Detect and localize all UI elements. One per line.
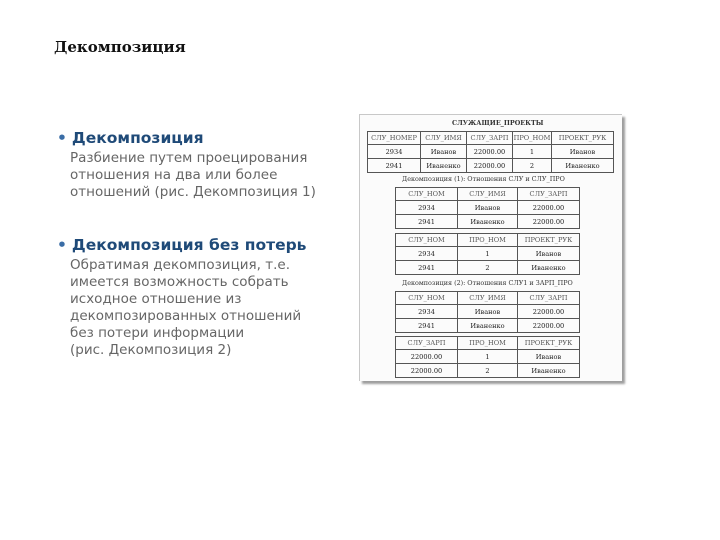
column-header: ПРОЕКТ_РУК <box>518 337 580 350</box>
table-row <box>396 201 580 215</box>
column-header: СЛУ_ЗАРП <box>518 292 580 305</box>
table-cell: 2941 <box>396 215 458 229</box>
column-header: СЛУ_НОМ <box>396 188 458 201</box>
table-cell: 2 <box>458 261 518 275</box>
table-row <box>396 215 580 229</box>
table-cell: 2 <box>513 159 552 173</box>
table-cell: 22000.00 <box>518 215 580 229</box>
table-cell: 2941 <box>396 261 458 275</box>
bullet-heading-text: Декомпозиция без потерь <box>71 236 307 254</box>
table-row <box>396 247 580 261</box>
table-cell: Иваненко <box>518 261 580 275</box>
column-header: СЛУ_ИМЯ <box>421 132 467 145</box>
table-cell: 2941 <box>396 319 458 333</box>
table-cell: Иваненко <box>458 215 518 229</box>
bullet-heading <box>57 128 349 148</box>
column-header: СЛУ_НОМЕР <box>368 132 421 145</box>
bullet-text: Разбиение путем проецирования отношения на два или более отношений (рис. Декомпозиция 1) <box>70 150 316 200</box>
table-row <box>396 305 580 319</box>
table-cell: Иванов <box>518 350 580 364</box>
table-cell: Иваненко <box>458 319 518 333</box>
table-row <box>396 261 580 275</box>
table-cell: Иванов <box>552 145 614 159</box>
table-cell: 22000.00 <box>467 145 513 159</box>
table-row <box>396 364 580 378</box>
column-header: СЛУ_ЗАРП <box>467 132 513 145</box>
table-cell: Иваненко <box>518 364 580 378</box>
column-header: СЛУ_ЗАРП <box>518 188 580 201</box>
decomposition-figure <box>359 114 622 381</box>
table-row <box>368 159 614 173</box>
bullet-text: Обратимая декомпозиция, т.е. имеется возможность собрать исходное отношение из декомпозированных отношений без потери информации (рис. Декомпозиция 2) <box>70 257 302 358</box>
bullet-heading <box>57 235 349 255</box>
table-cell: 22000.00 <box>396 350 458 364</box>
decomposition-1-table-a <box>395 187 580 229</box>
table-cell: 2934 <box>396 305 458 319</box>
table-cell: Иваненко <box>421 159 467 173</box>
table-cell: 1 <box>513 145 552 159</box>
page-title: Декомпозиция <box>54 38 186 56</box>
decomposition-2-caption: Декомпозиция (2): Отношения СЛУ1 и ЗАРП_ПРО <box>402 279 573 287</box>
column-header: ПРО_НОМ <box>458 234 518 247</box>
column-header: ПРО_НОМ <box>513 132 552 145</box>
table-row <box>396 319 580 333</box>
table-cell: Иванов <box>518 247 580 261</box>
table-cell: 22000.00 <box>396 364 458 378</box>
table-header-row <box>396 188 580 201</box>
table-cell: Иванов <box>458 201 518 215</box>
column-header: ПРОЕКТ_РУК <box>552 132 614 145</box>
bullet-dot-icon: • <box>57 129 67 147</box>
table-cell: 22000.00 <box>518 319 580 333</box>
table-header-row <box>368 132 614 145</box>
table-cell: 2934 <box>396 201 458 215</box>
table-cell: 22000.00 <box>518 201 580 215</box>
table-cell: 1 <box>458 350 518 364</box>
table-row <box>368 145 614 159</box>
column-header: СЛУ_ЗАРП <box>396 337 458 350</box>
table-header-row <box>396 337 580 350</box>
table-cell: 22000.00 <box>467 159 513 173</box>
column-header: СЛУ_НОМ <box>396 292 458 305</box>
table-row <box>396 350 580 364</box>
table-header-row <box>396 292 580 305</box>
decomposition-2-table-b <box>395 336 580 378</box>
decomposition-1-table-b <box>395 233 580 275</box>
main-table <box>367 131 614 173</box>
column-header: ПРОЕКТ_РУК <box>518 234 580 247</box>
table-cell: 2941 <box>368 159 421 173</box>
table-cell: Иванов <box>458 305 518 319</box>
decomposition-2-table-a <box>395 291 580 333</box>
bullet-heading-text: Декомпозиция <box>71 129 204 147</box>
column-header: СЛУ_ИМЯ <box>458 292 518 305</box>
bullet-dot-icon: • <box>57 236 67 254</box>
bullet-list <box>57 128 349 393</box>
table-header-row <box>396 234 580 247</box>
table-cell: 2 <box>458 364 518 378</box>
table-cell: 2934 <box>368 145 421 159</box>
table-cell: Иваненко <box>552 159 614 173</box>
column-header: СЛУ_ИМЯ <box>458 188 518 201</box>
table-cell: 2934 <box>396 247 458 261</box>
table-cell: Иванов <box>421 145 467 159</box>
table-cell: 22000.00 <box>518 305 580 319</box>
column-header: СЛУ_НОМ <box>396 234 458 247</box>
bullet-decomposition <box>57 128 349 201</box>
table-cell: 1 <box>458 247 518 261</box>
main-table-caption: СЛУЖАЩИЕ_ПРОЕКТЫ <box>452 119 544 127</box>
bullet-lossless-decomposition <box>57 235 349 359</box>
decomposition-1-caption: Декомпозиция (1): Отношения СЛУ и СЛУ_ПРО <box>402 175 565 183</box>
column-header: ПРО_НОМ <box>458 337 518 350</box>
